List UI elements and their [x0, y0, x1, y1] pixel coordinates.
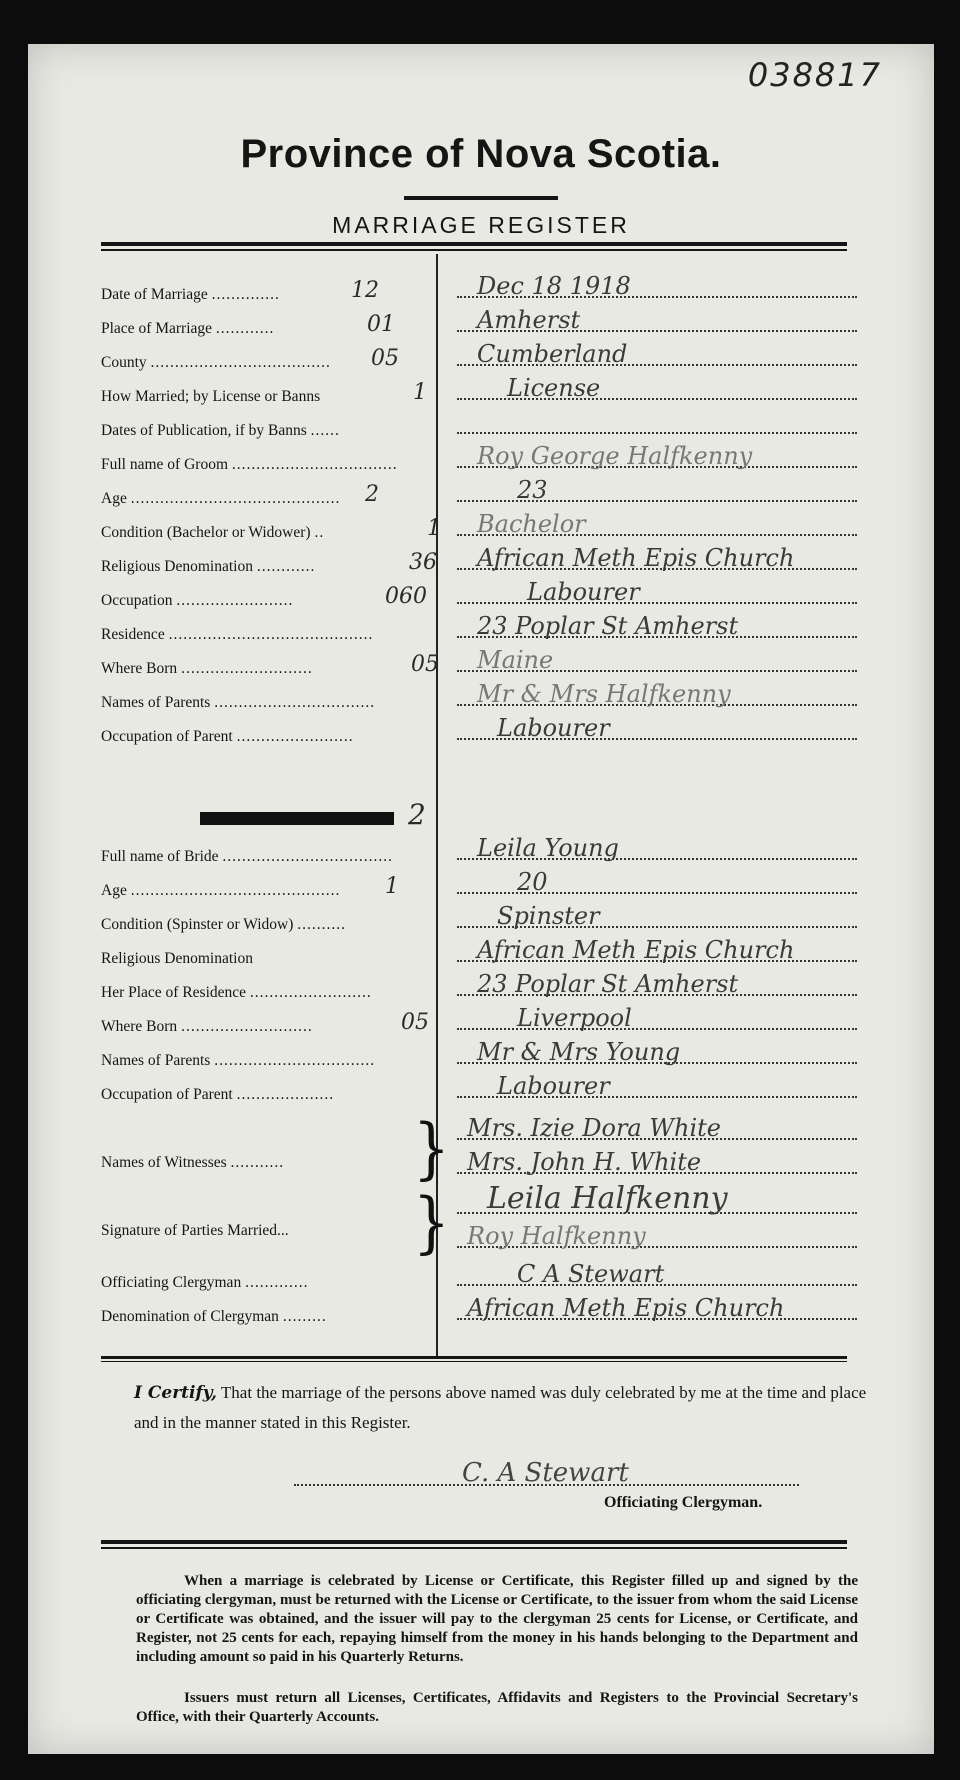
- field-value: C A Stewart: [457, 1260, 857, 1292]
- field-date-of-marriage: Date of Marriage .............. 12 Dec 18 1918: [101, 284, 841, 314]
- field-value: African Meth Epis Church: [457, 936, 857, 968]
- field-code: 05: [371, 346, 399, 371]
- notice-paragraph-2: Issuers must return all Licenses, Certificates, Affidavits and Registers to the Provincial Secretary's Office, with their Quarterly Accounts.: [136, 1690, 858, 1725]
- field-bride-parents: Names of Parents ................................. Mr & Mrs Young: [101, 1050, 841, 1080]
- field-value: Mr & Mrs Halfkenny: [457, 680, 857, 712]
- redaction-bar: [200, 812, 394, 825]
- clergy-signature-title: Officiating Clergyman.: [604, 1494, 763, 1511]
- witness-line-2: Mrs. John H. White: [457, 1148, 857, 1180]
- page-title: Province of Nova Scotia.: [240, 132, 722, 176]
- field-groom-occupation: Occupation ........................ 060 Labourer: [101, 590, 841, 620]
- field-value: Amherst: [457, 306, 857, 338]
- field-code: 1: [413, 380, 427, 405]
- field-how-married: How Married; by License or Banns 1 License: [101, 386, 841, 416]
- field-value: Leila Young: [457, 834, 857, 866]
- field-bride-condition: Condition (Spinster or Widow) .......... Spinster: [101, 914, 841, 944]
- field-groom-religion: Religious Denomination ............ 36 African Meth Epis Church: [101, 556, 841, 586]
- register-form: [28, 44, 934, 1754]
- field-place-of-marriage: Place of Marriage ............ 01 Amherst: [101, 318, 841, 348]
- field-value: Labourer: [457, 578, 857, 610]
- lower-rule-thin: [101, 1547, 847, 1549]
- field-code: 01: [367, 312, 395, 337]
- field-code: 1: [427, 516, 441, 541]
- field-clergy-denomination: Denomination of Clergyman ......... African Meth Epis Church: [101, 1306, 841, 1336]
- field-value: [457, 408, 857, 440]
- field-value: Liverpool: [457, 1004, 857, 1036]
- field-value: 23 Poplar St Amherst: [457, 612, 857, 644]
- field-dates-of-publication: Dates of Publication, if by Banns ......: [101, 420, 841, 450]
- field-groom-residence: Residence .......................................... 23 Poplar St Amherst: [101, 624, 841, 654]
- field-bride-parent-occupation: Occupation of Parent .................... Labourer: [101, 1084, 841, 1114]
- field-value: Bachelor: [457, 510, 857, 542]
- field-value: Labourer: [457, 1072, 857, 1104]
- field-code: 36: [409, 550, 437, 575]
- field-value: African Meth Epis Church: [457, 1294, 857, 1326]
- field-value: 23: [457, 476, 857, 508]
- field-value: Dec 18 1918: [457, 272, 857, 304]
- field-signatures: Signature of Parties Married... } Leila Halfkenny Roy Halfkenny: [101, 1192, 841, 1262]
- top-rule-thin: [101, 249, 847, 251]
- field-code: 2: [365, 482, 379, 507]
- field-value: Spinster: [457, 902, 857, 934]
- field-code: 05: [411, 652, 439, 677]
- mid-rule-thin: [101, 1361, 847, 1362]
- field-groom-condition: Condition (Bachelor or Widower) .. 1 Bachelor: [101, 522, 841, 552]
- field-bride-where-born: Where Born ........................... 05 Liverpool: [101, 1016, 841, 1046]
- field-witnesses: Names of Witnesses ........... } Mrs. Izie Dora White Mrs. John H. White: [101, 1118, 841, 1188]
- field-officiating-clergyman: Officiating Clergyman ............. C A Stewart: [101, 1272, 841, 1302]
- register-number: 038817: [747, 56, 882, 94]
- field-groom-parents: Names of Parents ................................. Mr & Mrs Halfkenny: [101, 692, 841, 722]
- field-bride-religion: Religious Denomination African Meth Epis Church: [101, 948, 841, 978]
- title-underline: [404, 196, 558, 200]
- signature-line-1: Leila Halfkenny: [457, 1188, 857, 1220]
- field-value: License: [457, 374, 857, 406]
- mid-rule: [101, 1356, 847, 1359]
- top-rule: [101, 242, 847, 246]
- field-groom-name: Full name of Groom .................................. Roy George Halfkenny: [101, 454, 841, 484]
- bride-section-code: 2: [408, 798, 426, 831]
- field-code: 1: [385, 874, 399, 899]
- certification-text: I Certify, That the marriage of the persons above named was duly celebrated by me at the time and place and in the manner stated in this Register.: [134, 1383, 867, 1432]
- field-code: 060: [385, 584, 427, 609]
- field-value: Mr & Mrs Young: [457, 1038, 857, 1070]
- witness-line-1: Mrs. Izie Dora White: [457, 1114, 857, 1146]
- brace-icon: }: [413, 1108, 450, 1188]
- page-subtitle: MARRIAGE REGISTER: [332, 212, 630, 238]
- clergy-signature: C. A Stewart: [294, 1456, 799, 1490]
- field-county: County ..................................... 05 Cumberland: [101, 352, 841, 382]
- field-groom-where-born: Where Born ........................... 05 Maine: [101, 658, 841, 688]
- field-bride-name: Full name of Bride ................................... Leila Young: [101, 846, 841, 876]
- field-groom-age: Age ........................................... 2 23: [101, 488, 841, 518]
- field-value: 20: [457, 868, 857, 900]
- notice-paragraph-1: When a marriage is celebrated by License or Certificate, this Register filled up and signed by the officiating clergyman, must be returned with the License or Certificate, to the issuer from whom the said License or Certificate was obtained, and the issuer will pay to the clergyman 25 cents for License, or Certificate, and Register, not 25 cents for each, repaying himself from the money in his hands belonging to the Department and including amount so paid in his Quarterly Returns.: [136, 1573, 858, 1665]
- signature-line-2: Roy Halfkenny: [457, 1222, 857, 1254]
- lower-rule: [101, 1540, 847, 1544]
- field-value: Cumberland: [457, 340, 857, 372]
- field-code: 12: [351, 278, 379, 303]
- field-value: Labourer: [457, 714, 857, 746]
- field-value: Maine: [457, 646, 857, 678]
- field-value: 23 Poplar St Amherst: [457, 970, 857, 1002]
- field-bride-residence: Her Place of Residence ......................... 23 Poplar St Amherst: [101, 982, 841, 1012]
- field-code: 05: [401, 1010, 429, 1035]
- field-value: African Meth Epis Church: [457, 544, 857, 576]
- brace-icon: }: [413, 1182, 450, 1262]
- field-bride-age: Age ........................................... 1 20: [101, 880, 841, 910]
- field-value: Roy George Halfkenny: [457, 442, 857, 474]
- field-groom-parent-occupation: Occupation of Parent ........................ Labourer: [101, 726, 841, 756]
